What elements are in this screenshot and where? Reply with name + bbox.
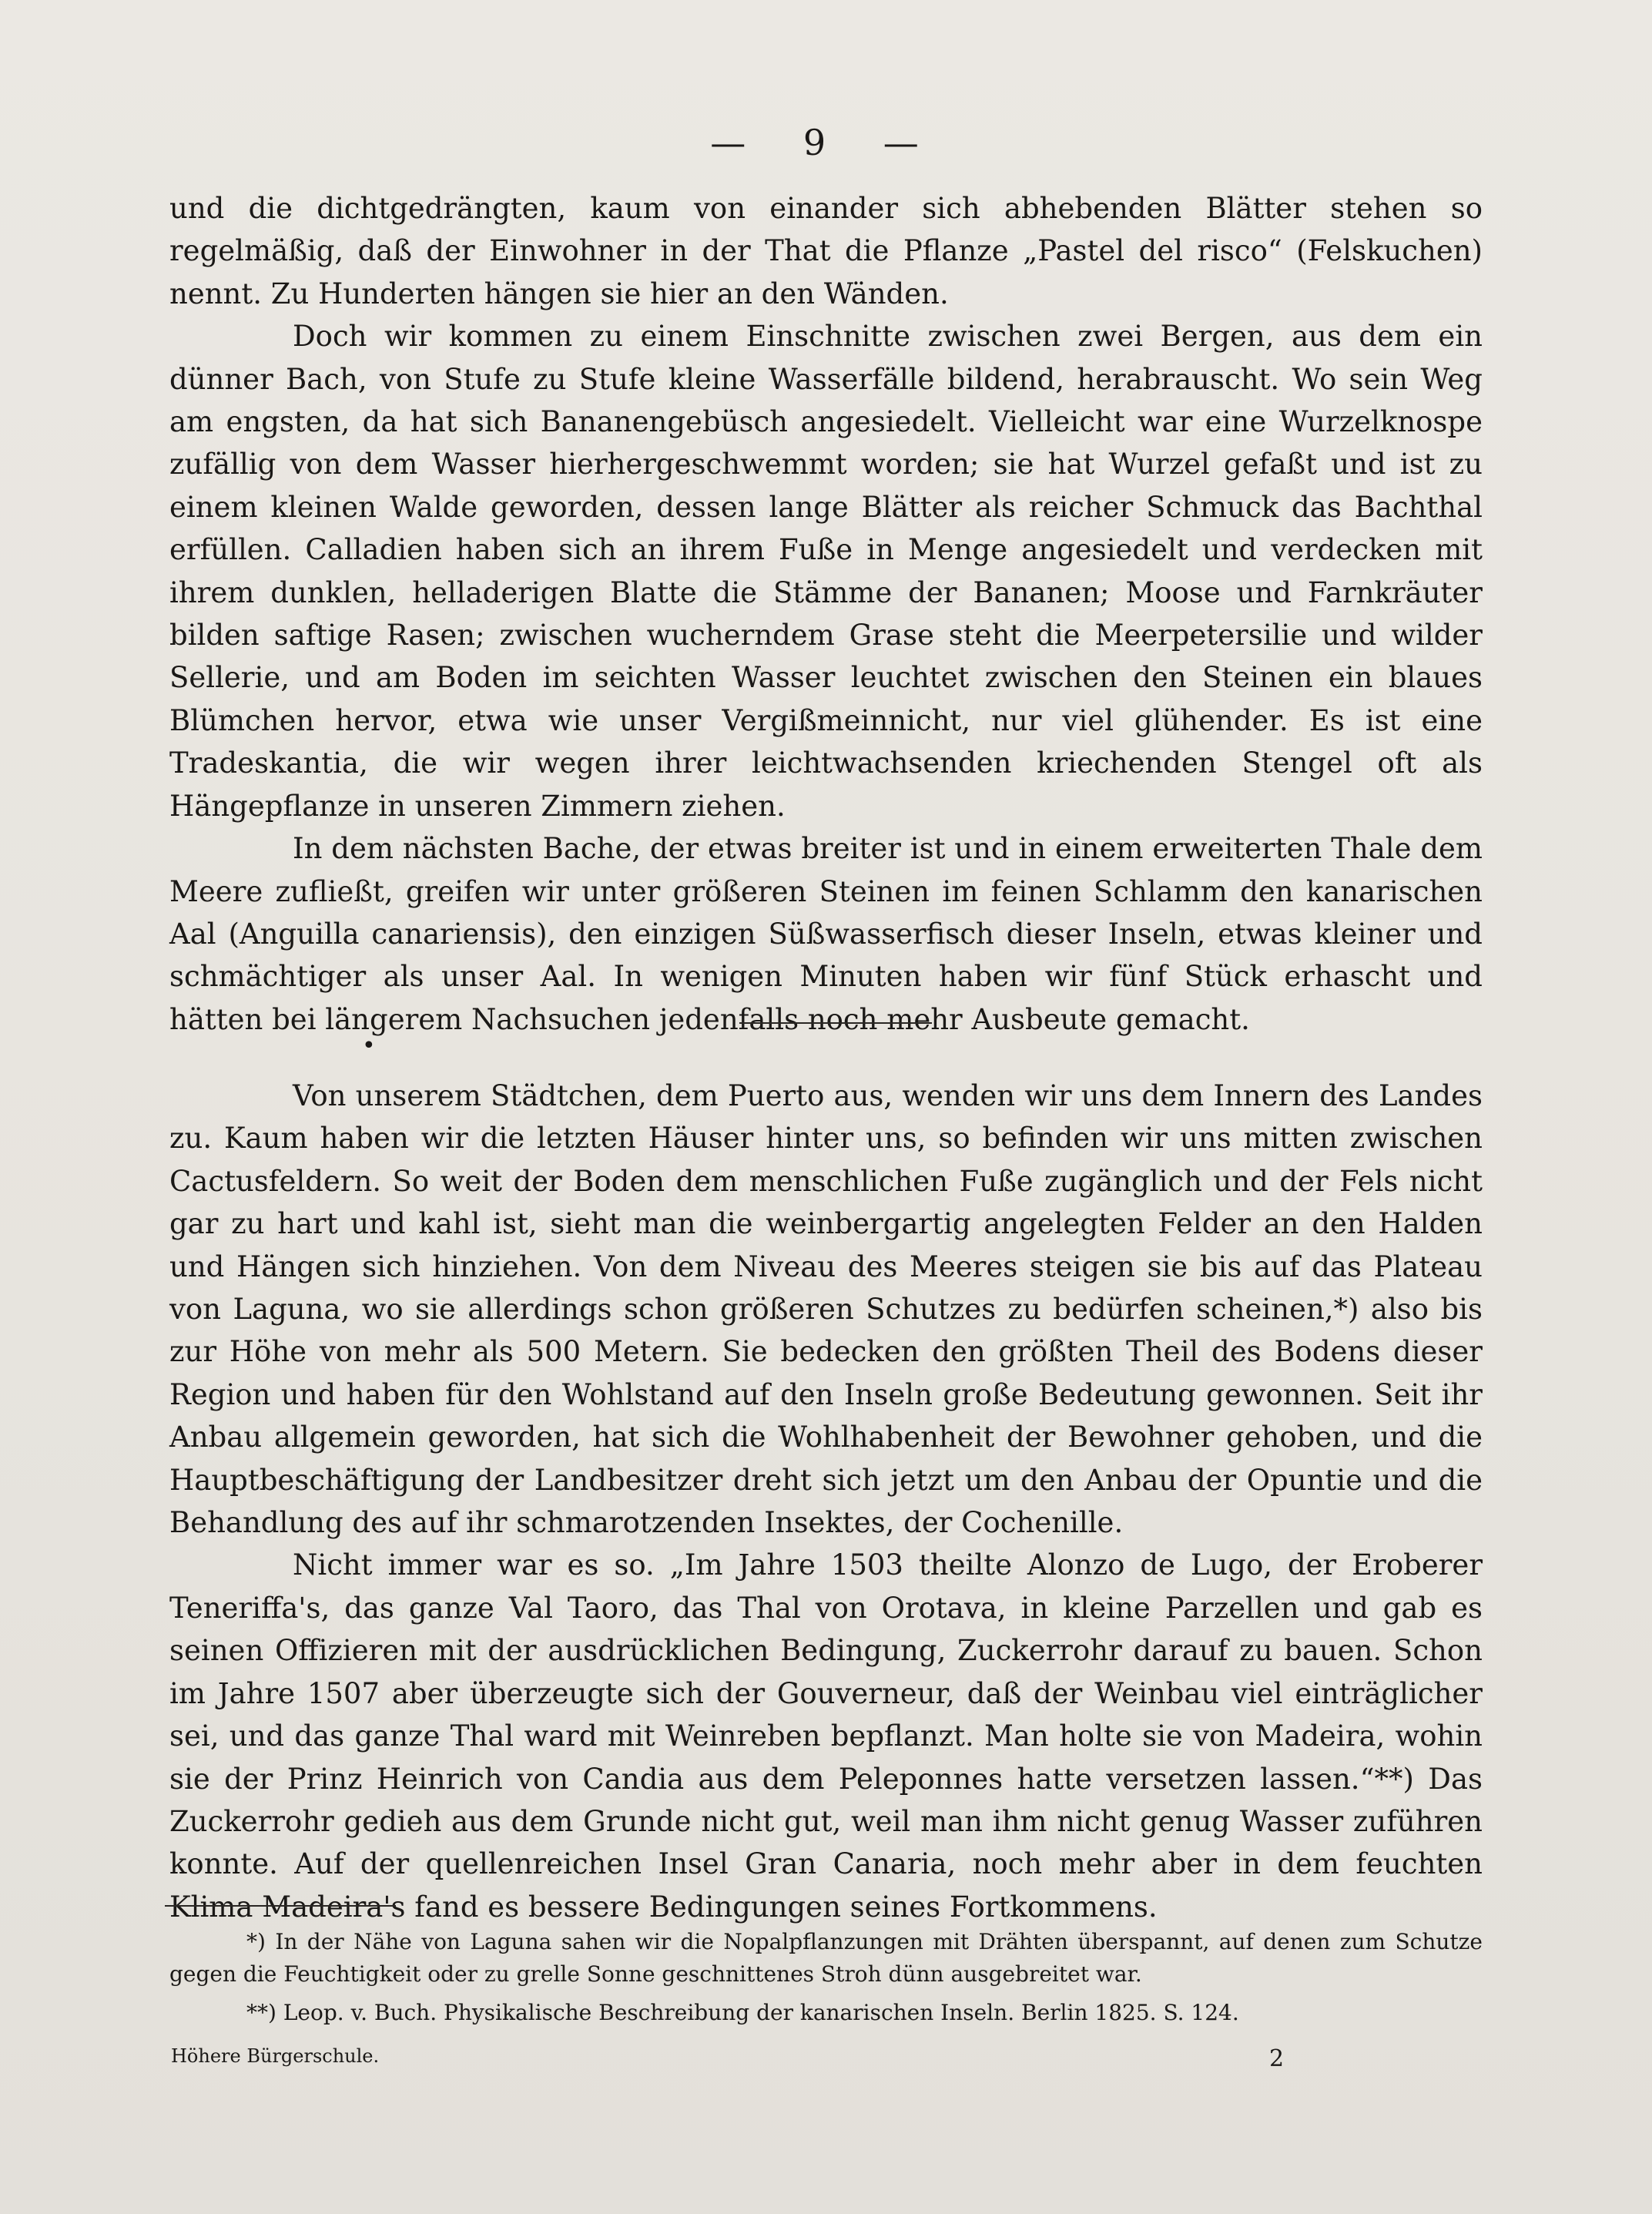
section-mark: • bbox=[362, 1032, 376, 1059]
paragraph: und die dichtgedrängten, kaum von einander sich abhebenden Blätter stehen so regelmäßig, daß der Einwohner in der That die Pflanze „Pastel del risco“ (Felskuchen) nennt. Zu Hunderten hängen sie hier an den Wänden. bbox=[169, 192, 1483, 310]
page-number: — 9 — bbox=[710, 122, 942, 163]
paragraph: In dem nächsten Bache, der etwas breiter ist und in einem erweiterten Thale dem Meere zufließt, greifen wir unter größeren Steinen im feinen Schlamm den kanarischen Aal (Anguilla canariensis), den einzigen Süßwasserfisch dieser Inseln, etwas kleiner und schmächtiger als unser Aal. In wenigen Minuten haben wir fünf Stück erhascht und hätten bei längerem Nachsuchen jedenfalls noch mehr Ausbeute gemacht. bbox=[169, 832, 1483, 1036]
sheet-signature: 2 bbox=[1269, 2045, 1285, 2072]
text-block-bottom bbox=[169, 1075, 1483, 1928]
printer-signature: Höhere Bürgerschule. bbox=[171, 2045, 380, 2067]
section-divider bbox=[739, 1022, 932, 1024]
footnote: **) Leop. v. Buch. Physikalische Beschreibung der kanarischen Inseln. Berlin 1825. S. 124. bbox=[246, 2000, 1239, 2025]
paragraph: Nicht immer war es so. „Im Jahre 1503 theilte Alonzo de Lugo, der Eroberer Teneriffa's, das ganze Val Taoro, das Thal von Orotava, in kleine Parzellen und gab es seinen Offizieren mit der ausdrücklichen Bedingung, Zuckerrohr darauf zu bauen. Schon im Jahre 1507 aber überzeugte sich der Gouverneur, daß der Weinbau viel einträglicher sei, und das ganze Thal ward mit Weinreben bepflanzt. Man holte sie von Madeira, wohin sie der Prinz Heinrich von Candia aus dem Peleponnes hatte versetzen lassen.“**) Das Zuckerrohr gedieh aus dem Grunde nicht gut, weil man ihm nicht genug Wasser zuführen konnte. Auf der quellenreichen Insel Gran Canaria, noch mehr aber in dem feuchten Klima Madeira's fand es bessere Bedingungen seines Fortkommens. bbox=[169, 1548, 1483, 1924]
footnote: *) In der Nähe von Laguna sahen wir die Nopalpflanzungen mit Drähten überspannt, auf denen zum Schutze gegen die Feuchtigkeit oder zu grelle Sonne geschnittenes Stroh dünn ausgebreitet war. bbox=[169, 1929, 1483, 1987]
paragraph: Doch wir kommen zu einem Einschnitte zwischen zwei Bergen, aus dem ein dünner Bach, von Stufe zu Stufe kleine Wasserfälle bildend, herabrauscht. Wo sein Weg am engsten, da hat sich Bananengebüsch angesiedelt. Vielleicht war eine Wurzelknospe zufällig von dem Wasser hierhergeschwemmt worden; sie hat Wurzel gefaßt und ist zu einem kleinen Walde geworden, dessen lange Blätter als reicher Schmuck das Bachthal erfüllen. Calladien haben sich an ihrem Fuße in Menge angesiedelt und verdecken mit ihrem dunklen, helladerigen Blatte die Stämme der Bananen; Moose und Farnkräuter bilden saftige Rasen; zwischen wucherndem Grase steht die Meerpetersilie und wilder Sellerie, und am Boden im seichten Wasser leuchtet zwischen den Steinen ein blaues Blümchen hervor, etwa wie unser Vergißmeinnicht, nur viel glühender. Es ist eine Tradeskantia, die wir wegen ihrer leichtwachsenden kriechenden Stengel oft als Hängepflanze in unseren Zimmern ziehen. bbox=[169, 320, 1483, 823]
paragraph: Von unserem Städtchen, dem Puerto aus, wenden wir uns dem Innern des Landes zu. Kaum haben wir die letzten Häuser hinter uns, so befinden wir uns mitten zwischen Cactusfeldern. So weit der Boden dem menschlichen Fuße zugänglich und der Fels nicht gar zu hart und kahl ist, sieht man die weinbergartig angelegten Felder an den Halden und Hängen sich hinziehen. Von dem Niveau des Meeres steigen sie bis auf das Plateau von Laguna, wo sie allerdings schon größeren Schutzes zu bedürfen scheinen,*) also bis zur Höhe von mehr als 500 Metern. Sie bedecken den größten Theil des Bodens dieser Region und haben für den Wohlstand auf den Inseln große Bedeutung gewonnen. Seit ihr Anbau allgemein geworden, hat sich die Wohlhabenheit der Bewohner gehoben, und die Hauptbeschäftigung der Landbesitzer dreht sich jetzt um den Anbau der Opuntie und die Behandlung des auf ihr schmarotzenden Insektes, der Cochenille. bbox=[169, 1079, 1483, 1540]
text-block-top bbox=[169, 187, 1483, 1041]
footnote-divider bbox=[165, 1905, 396, 1907]
